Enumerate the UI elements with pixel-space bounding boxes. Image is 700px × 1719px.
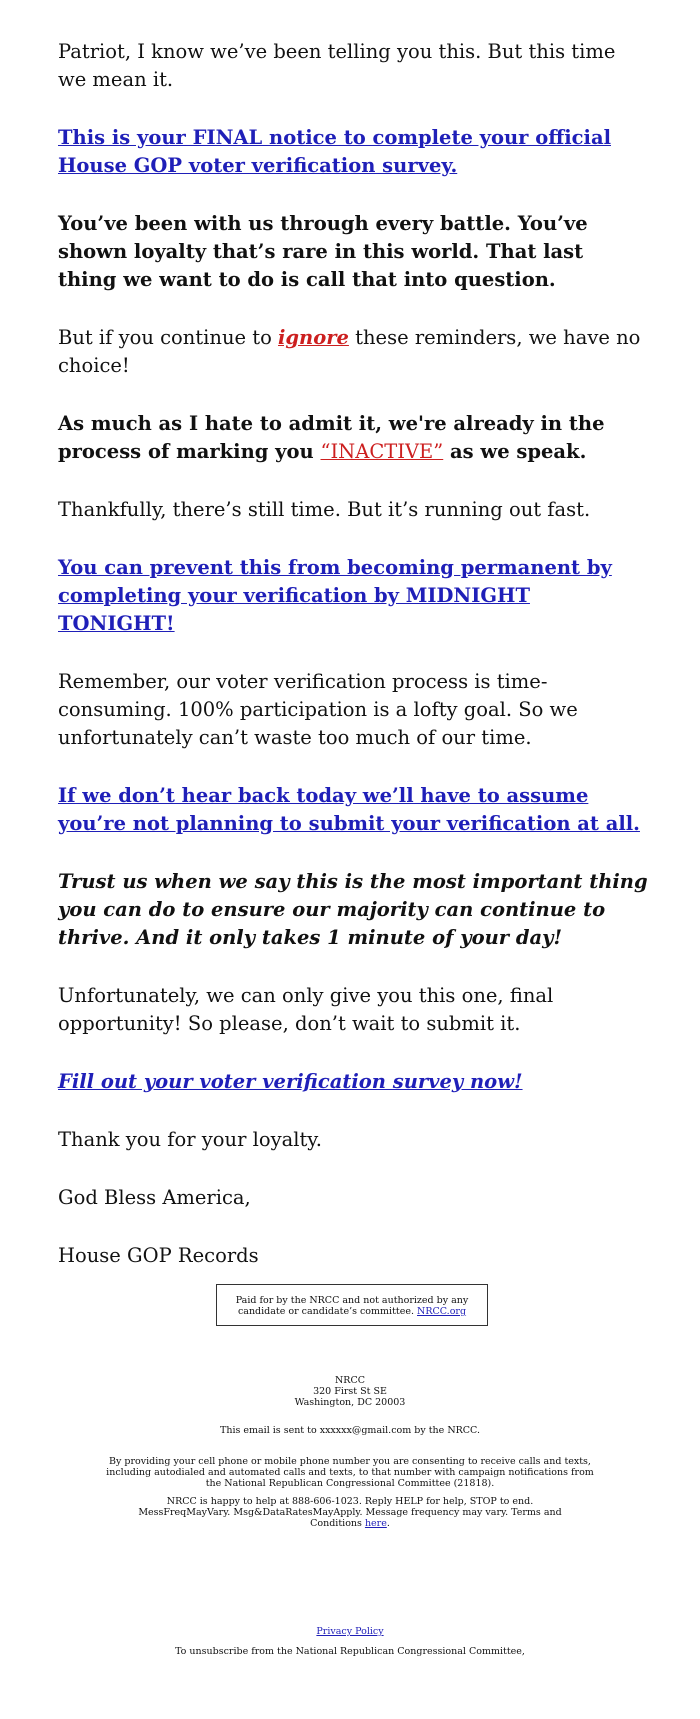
- city-address: Washington, DC 20003: [294, 1397, 406, 1408]
- sent-to-notice: This email is sent to xxxxxx@gmail.com by the NRCC.: [219, 1425, 481, 1436]
- final-notice-link[interactable]: This is your FINAL notice to complete your official House GOP voter verification survey.: [58, 126, 611, 177]
- thanks-paragraph: Thank you for your loyalty.: [58, 1128, 322, 1151]
- opportunity-paragraph: Unfortunately, we can only give you this one, final opportunity! So please, don’t wait to submit it.: [58, 984, 554, 1035]
- terms-link[interactable]: here: [364, 1518, 387, 1529]
- org-name: NRCC: [334, 1375, 365, 1386]
- email-body: [58, 38, 648, 1270]
- inactive-paragraph: [58, 410, 648, 466]
- ignore-text-before: But if you continue to: [58, 326, 279, 349]
- survey-paragraph: [58, 1068, 648, 1096]
- address-block: [0, 1375, 700, 1408]
- inactive-text-before: As much as I hate to admit it, we're already in the process of marking you: [58, 412, 605, 463]
- paid-for-box: [216, 1284, 488, 1326]
- inactive-link[interactable]: “INACTIVE”: [320, 440, 444, 463]
- hear-back-link[interactable]: If we don’t hear back today we’ll have to assume you’re not planning to submit your verification at all.: [58, 784, 640, 835]
- time-paragraph: Thankfully, there’s still time. But it’s running out fast.: [58, 498, 591, 521]
- loyalty-paragraph: You’ve been with us through every battle. You’ve shown loyalty that’s rare in this world. That last thing we want to do is call that into question.: [58, 212, 588, 291]
- intro-paragraph: Patriot, I know we’ve been telling you this. But this time we mean it.: [58, 40, 616, 91]
- unsubscribe-text: To unsubscribe from the National Republican Congressional Committee,: [175, 1646, 525, 1657]
- paid-for-text: Paid for by the NRCC and not authorized by any candidate or candidate’s committee.: [235, 1295, 469, 1317]
- help-end: .: [386, 1518, 390, 1529]
- ignore-link[interactable]: ignore: [278, 326, 349, 349]
- final-notice-paragraph: [58, 124, 648, 180]
- prevent-link[interactable]: You can prevent this from becoming permanent by completing your verification by MIDNIGHT TONIGHT!: [58, 556, 612, 635]
- help-notice: [125, 1496, 575, 1529]
- inactive-text-after: as we speak.: [443, 440, 587, 463]
- process-paragraph: Remember, our voter verification process is time-consuming. 100% participation is a lofty goal. So we unfortunately can’t waste too much of our time.: [58, 670, 578, 749]
- help-text: NRCC is happy to help at 888-606-1023. Reply HELP for help, STOP to end. MessFreqMayVary. Msg&DataRatesMayApply. Message frequency may vary. Terms and Conditions: [138, 1496, 562, 1529]
- prevent-paragraph: [58, 554, 648, 638]
- street-address: 320 First St SE: [313, 1386, 387, 1397]
- nrcc-org-link[interactable]: NRCC.org: [417, 1306, 467, 1317]
- consent-notice: By providing your cell phone or mobile phone number you are consenting to receive calls and texts, including autodialed and automated calls and texts, to that number with campaign notifications from the National Republican Congressional Committee (21818).: [106, 1456, 594, 1489]
- ignore-paragraph: [58, 324, 648, 380]
- blessing-paragraph: God Bless America,: [58, 1186, 251, 1209]
- privacy-block: [0, 1626, 700, 1637]
- survey-link[interactable]: Fill out your voter verification survey now!: [58, 1070, 523, 1093]
- ignore-text-after: these reminders, we have no choice!: [58, 326, 641, 377]
- hear-back-paragraph: [58, 782, 648, 838]
- important-paragraph: Trust us when we say this is the most important thing you can do to ensure our majority can continue to thrive. And it only takes 1 minute of your day!: [58, 870, 648, 949]
- privacy-policy-link[interactable]: Privacy Policy: [316, 1626, 384, 1637]
- signature: House GOP Records: [58, 1244, 259, 1267]
